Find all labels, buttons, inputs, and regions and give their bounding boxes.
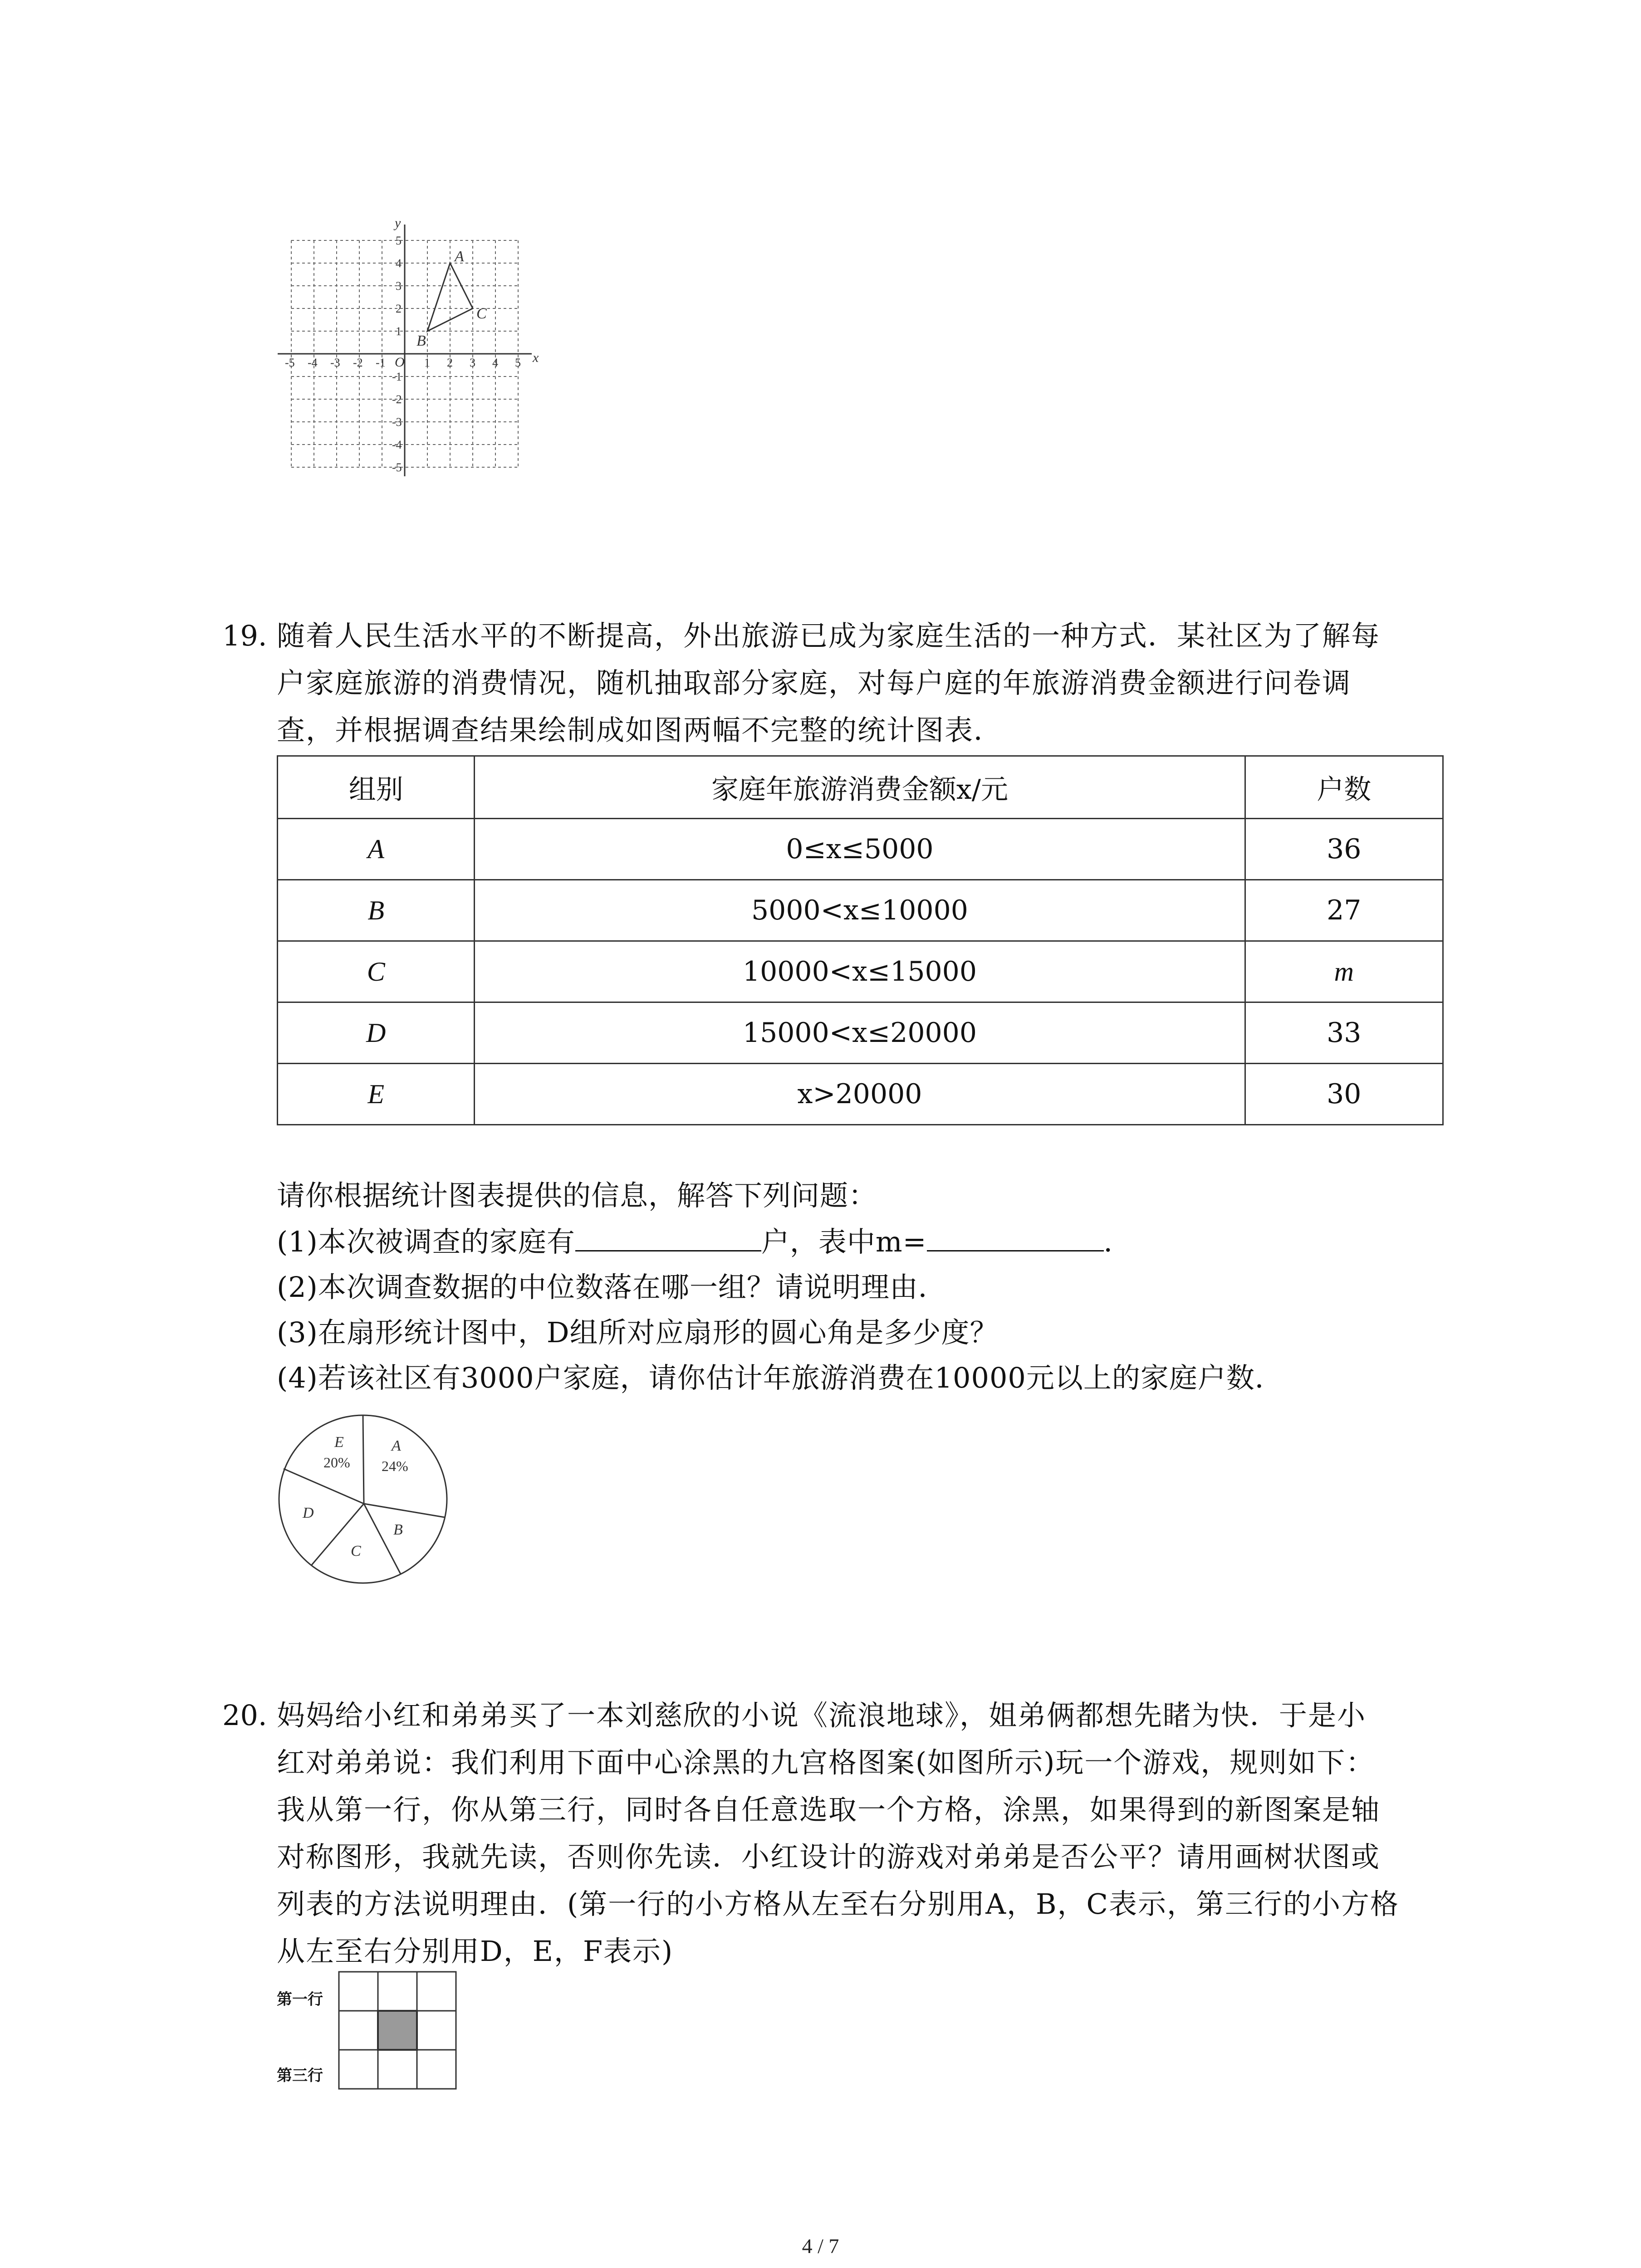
x-tick-label: -1 (376, 356, 386, 369)
question-19-line: 随着人民生活水平的不断提高，外出旅游已成为家庭生活的一种方式．某社区为了解每 (277, 619, 1381, 652)
table-cell-range: 15000<x≤20000 (475, 1002, 1245, 1064)
pie-spoke (364, 1504, 401, 1574)
question-number-20: 20. (222, 1699, 267, 1732)
question-19-line: 户家庭旅游的消费情况，随机抽取部分家庭，对每户庭的年旅游消费金额进行问卷调 (277, 666, 1352, 699)
question-20-text (277, 1692, 1443, 1975)
nine-grid (338, 1971, 460, 2093)
question-20-line: 列表的方法说明理由．(第一行的小方格从左至右分别用A，B，C表示，第三行的小方格 (277, 1887, 1399, 1921)
sub1-text-b: 户，表中m= (761, 1225, 927, 1258)
sub1-text-c: ． (1103, 1225, 1132, 1258)
question-20-line: 从左至右分别用D，E，F表示) (277, 1935, 674, 1968)
y-axis-label: y (395, 215, 401, 230)
table-cell-count: 27 (1245, 880, 1443, 941)
pie-spoke (364, 1504, 445, 1517)
table-cell-count: 33 (1245, 1002, 1443, 1064)
table-cell-group: B (278, 880, 475, 941)
x-tick-label: -5 (285, 356, 295, 369)
table-header-cell: 家庭年旅游消费金额x/元 (475, 756, 1245, 819)
table-header-row (278, 756, 1443, 819)
point-label-c: C (476, 305, 487, 322)
point-label-b: B (416, 332, 426, 349)
pie-label-a: A (392, 1437, 401, 1454)
center-filled-cell (378, 2011, 417, 2050)
x-tick-label: 2 (447, 356, 453, 369)
pie-label-c: C (351, 1543, 361, 1559)
table-cell-group: C (278, 941, 475, 1002)
question-19-line: 查，并根据调查结果绘制成如图两幅不完整的统计图表． (277, 714, 1003, 747)
table-row (278, 1064, 1443, 1125)
question-20-line: 妈妈给小红和弟弟买了一本刘慈欣的小说《流浪地球》，姐弟俩都想先睹为快．于是小 (277, 1699, 1367, 1732)
pie-spoke (363, 1415, 364, 1504)
table-header-cell: 组别 (278, 756, 475, 819)
table-cell-count: 30 (1245, 1064, 1443, 1125)
x-axis-label: x (533, 350, 539, 365)
table-cell-range: 5000<x≤10000 (475, 880, 1245, 941)
row3-label: 第三行 (277, 2067, 323, 2085)
table-row (278, 1002, 1443, 1064)
pie-label-d: D (303, 1505, 314, 1521)
question-19-text (277, 612, 1443, 754)
question-19-sub4: (4)若该社区有3000户家庭，请你估计年旅游消费在10000元以上的家庭户数． (277, 1361, 1283, 1394)
question-19-sub3: (3)在扇形统计图中，D组所对应扇形的圆心角是多少度？ (277, 1316, 999, 1349)
table-cell-count: 36 (1245, 819, 1443, 880)
table-cell-group: E (278, 1064, 475, 1125)
y-tick-label: 4 (396, 257, 402, 270)
x-tick-label: 1 (424, 356, 430, 369)
point-label-a: A (455, 248, 464, 265)
x-tick-label: 3 (470, 356, 475, 369)
x-tick-label: -4 (308, 356, 318, 369)
question-20-line: 红对弟弟说：我们利用下面中心涂黑的九宫格图案(如图所示)玩一个游戏，规则如下： (277, 1746, 1375, 1779)
answer-blank-households[interactable] (575, 1223, 761, 1251)
table-cell-range: 0≤x≤5000 (475, 819, 1245, 880)
table-row (278, 941, 1443, 1002)
y-tick-label: 1 (396, 325, 402, 338)
x-tick-label: -3 (330, 356, 340, 369)
question-number-19: 19. (222, 619, 267, 652)
question-19-sub1 (277, 1220, 1132, 1264)
table-cell-count: m (1245, 941, 1443, 1002)
table-header-cell: 户数 (1245, 756, 1443, 819)
y-tick-label: 5 (396, 234, 402, 247)
question-20-line: 对称图形，我就先读，否则你先读．小红设计的游戏对弟弟是否公平？请用画树状图或 (277, 1840, 1381, 1873)
x-tick-label: 5 (515, 356, 521, 369)
table-cell-range: 10000<x≤15000 (475, 941, 1245, 1002)
answer-blank-m[interactable] (927, 1223, 1104, 1251)
table-row (278, 880, 1443, 941)
table-cell-group: D (278, 1002, 475, 1064)
pie-chart (274, 1411, 456, 1592)
statistics-table (277, 755, 1444, 1125)
pie-label-b: B (393, 1521, 403, 1538)
y-tick-label: -3 (392, 415, 402, 429)
y-tick-label: -4 (392, 438, 402, 451)
pie-percent-e: 20% (323, 1454, 350, 1471)
y-tick-label: -1 (392, 370, 402, 383)
sub1-text-a: (1)本次被调查的家庭有 (277, 1225, 575, 1258)
y-tick-label: -2 (392, 393, 402, 406)
y-tick-label: 2 (396, 302, 402, 315)
x-tick-label: 4 (492, 356, 498, 369)
question-20-line: 我从第一行，你从第三行，同时各自任意选取一个方格，涂黑，如果得到的新图案是轴 (277, 1793, 1381, 1826)
page-number: 4 / 7 (802, 2234, 839, 2258)
question-19-sub2: (2)本次调查数据的中位数落在哪一组？请说明理由． (277, 1271, 947, 1304)
pie-spoke (284, 1469, 364, 1504)
y-tick-label: 3 (396, 279, 402, 293)
pie-percent-a: 24% (382, 1458, 408, 1474)
pie-label-e: E (334, 1434, 344, 1451)
table-cell-group: A (278, 819, 475, 880)
table-row (278, 819, 1443, 880)
row1-label: 第一行 (277, 1990, 323, 2009)
origin-label: O (395, 355, 405, 370)
question-19-prompt: 请你根据统计图表提供的信息，解答下列问题： (277, 1179, 877, 1212)
x-tick-label: -2 (353, 356, 363, 369)
y-tick-label: -5 (392, 461, 402, 474)
table-cell-range: x>20000 (475, 1064, 1245, 1125)
coordinate-grid-figure (272, 209, 544, 481)
